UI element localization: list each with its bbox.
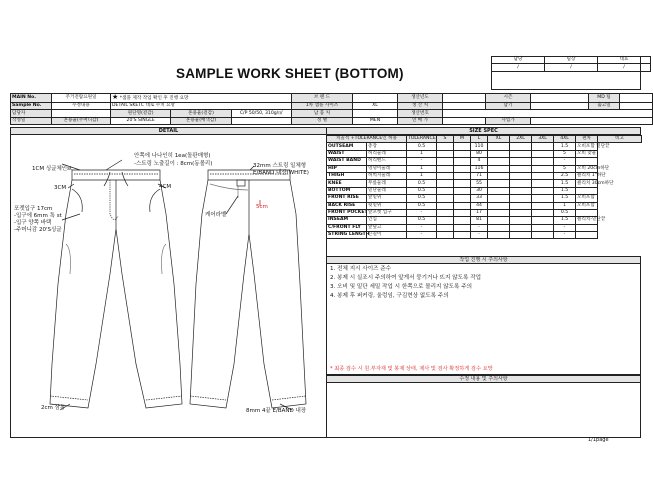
spec-cell: 1.5 — [554, 187, 576, 194]
fabric-contrast-label: 혼용율(배색감) — [171, 117, 231, 124]
business-label: 사업가 — [486, 117, 531, 124]
detail-sketch-note: DETAIL SKETC 대로 수치 요망 — [111, 103, 292, 110]
spec-cell — [437, 224, 454, 231]
size-value: XL — [353, 103, 398, 110]
spec-cell — [510, 217, 532, 224]
annotation-inner-label: 안쪽에 나나인히 1ea(돌판매형) — [134, 153, 211, 159]
spec-cell — [437, 172, 454, 179]
spec-cell — [488, 180, 510, 187]
work-note-3: 3. 오비 및 밑단 세밀 작업 시 한쪽으로 몰리지 않도록 주의 — [330, 284, 472, 290]
spec-cell — [437, 232, 454, 239]
approval-sign-3: / — [598, 64, 651, 71]
main-no-value: 주거전람요원일 — [52, 94, 111, 103]
spec-cell: 110 — [471, 143, 488, 150]
fabric-blend-value: C/P 50/50, 310g/㎡ — [231, 110, 291, 117]
spec-cell: 5 — [554, 150, 576, 157]
spec-cell — [454, 224, 471, 231]
size-label: 1차 샘플 사이즈 — [292, 103, 353, 110]
release-label: 출고일 — [589, 103, 620, 110]
spec-cell: 1.5 — [554, 143, 576, 150]
spec-cell — [454, 195, 471, 202]
spec-cell — [510, 158, 532, 165]
spec-cell — [454, 143, 471, 150]
spec-cell — [437, 195, 454, 202]
spec-cell — [437, 158, 454, 165]
front-waistband — [72, 170, 160, 180]
spec-cell: 총장 — [367, 143, 407, 150]
detail-section-header: DETAIL — [10, 127, 327, 135]
spec-cell — [454, 150, 471, 157]
spec-row — [327, 143, 642, 150]
main-no-label: MAIN No. — [11, 94, 52, 103]
spec-cell — [488, 172, 510, 179]
season-time-label: 시즌 — [486, 94, 531, 103]
spec-cell: - — [407, 209, 437, 216]
fix-notes-area — [326, 382, 641, 438]
spec-cell — [454, 217, 471, 224]
spec-cell: - — [471, 224, 488, 231]
season-value — [443, 94, 486, 103]
spec-cell — [510, 202, 532, 209]
spec-head-deviation: 편차 — [576, 136, 598, 143]
spec-row — [327, 209, 642, 216]
sample-no-label: Sample No. — [11, 103, 52, 110]
approval-col-2: 팀장 — [545, 57, 598, 64]
spec-cell — [437, 150, 454, 157]
spec-row — [327, 150, 642, 157]
spec-row — [327, 202, 642, 209]
spec-cell: BACK RISE — [327, 202, 367, 209]
spec-cell: - — [554, 224, 576, 231]
spec-cell — [454, 187, 471, 194]
spec-cell — [454, 209, 471, 216]
star-icon: ★ — [112, 93, 119, 101]
spec-cell: 뒷밑위 — [367, 202, 407, 209]
annotation-bartack: -입구 양쪽 바택 — [14, 220, 52, 226]
spec-body — [327, 143, 642, 239]
spec-cell: C/FRONT FLY — [327, 224, 367, 231]
spec-cell: INSEAM — [327, 217, 367, 224]
fabric-contrast-value — [231, 117, 291, 124]
spec-cell — [488, 217, 510, 224]
header-info-table — [10, 93, 653, 125]
work-note-2: 2. 봉제 시 실조시 주의하여 앞게서 뭉기거나 뜨지 않도록 작업 — [330, 275, 482, 281]
spec-cell — [488, 195, 510, 202]
page-title: SAMPLE WORK SHEET (BOTTOM) — [176, 66, 404, 81]
spec-cell — [437, 143, 454, 150]
spec-cell: 무릎둘레 — [367, 180, 407, 187]
spec-cell — [488, 187, 510, 194]
fabric-pocket-label: 혼용율(주머니감) — [52, 117, 111, 124]
spec-cell — [532, 202, 554, 209]
spec-cell: 클리치-밑단끝 — [577, 217, 606, 223]
spec-cell: 55 — [471, 180, 488, 187]
spec-head-s: S — [437, 136, 454, 143]
spec-head-point: 치골적 +TOLERANCE인 허용 — [327, 136, 407, 143]
spec-cell — [454, 165, 471, 172]
spec-cell: THIGH — [327, 172, 367, 179]
spec-cell — [437, 202, 454, 209]
spec-head-remark: 비고 — [598, 136, 642, 143]
annotation-hem: 2cm 삼통 — [41, 405, 66, 411]
spec-cell — [576, 209, 598, 216]
spec-cell — [532, 165, 554, 172]
spec-head-4xl: 4XL — [554, 136, 576, 143]
spec-row — [327, 217, 642, 224]
spec-cell — [488, 209, 510, 216]
spec-cell: - — [407, 232, 437, 239]
md-team-value — [620, 94, 653, 103]
spec-cell: 허리둘레 — [367, 150, 407, 157]
spec-cell: 116 — [471, 165, 488, 172]
spec-cell: 44 — [471, 202, 488, 209]
spec-cell — [488, 165, 510, 172]
spec-cell — [532, 209, 554, 216]
spec-cell — [510, 195, 532, 202]
sample-note-text: *샘플 제작 작업 확인 후 진행 요망 — [119, 96, 189, 101]
spec-row — [327, 165, 642, 172]
spec-cell: WAIST BAND — [327, 158, 367, 165]
spec-cell: OUTSEAM — [327, 143, 367, 150]
spec-cell: FRONT RISE — [327, 195, 367, 202]
spec-cell: 밑단둘레 — [367, 187, 407, 194]
spec-cell — [488, 224, 510, 231]
spec-cell: STRING LENGTH — [328, 232, 370, 238]
spec-cell — [437, 187, 454, 194]
spec-cell — [532, 224, 554, 231]
spec-cell — [532, 217, 554, 224]
sample-no-value: 수정내용 — [52, 103, 111, 110]
season-label: 생산년도 — [398, 94, 443, 103]
spec-cell — [437, 209, 454, 216]
spec-cell — [437, 217, 454, 224]
work-note-1: 1. 전체 지시 사이즈 준수 — [330, 266, 392, 272]
spec-cell: 0.5 — [407, 195, 437, 202]
spec-cell: 앞밑위 — [367, 195, 407, 202]
spec-cell: 4 — [471, 158, 488, 165]
spec-cell — [488, 158, 510, 165]
spec-cell — [576, 158, 598, 165]
annotation-pocket-opening: 포켓입구 17cm — [14, 206, 53, 212]
care-label — [237, 180, 245, 186]
spec-cell — [510, 232, 532, 239]
spec-cell: WAIST — [327, 150, 367, 157]
spec-cell: 1.5 — [554, 195, 576, 202]
due-label: 납기 — [486, 103, 531, 110]
spec-row — [327, 187, 642, 194]
spec-cell — [454, 202, 471, 209]
factory-label: 생 산 처 — [398, 103, 443, 110]
gender-value: MEN — [353, 117, 398, 124]
spec-cell — [532, 180, 554, 187]
spec-cell: - — [554, 232, 576, 239]
spec-cell — [576, 224, 598, 231]
spec-cell — [576, 232, 598, 239]
spec-cell — [488, 143, 510, 150]
spec-cell: KNEE — [327, 180, 367, 187]
size-spec-section-header: SIZE SPEC — [326, 127, 641, 135]
spec-cell: 오비포함 — [576, 195, 598, 202]
spec-cell: 1.5 — [554, 217, 576, 224]
spec-cell — [510, 224, 532, 231]
spec-head-2xl: 2XL — [510, 136, 532, 143]
final-inspection-warning: * 최종 검수 시 원.부자재 및 봉제 상태, 제사 및 검사 확정하게 검수 요망 — [330, 366, 493, 372]
spec-cell — [454, 158, 471, 165]
fabric-blend-label: 혼용율(겉감) — [171, 110, 231, 117]
annotation-chain-stitch: 1CM 싱글체인st — [32, 166, 73, 172]
annotation-string-band: 32mm 스트링 일체형 — [253, 163, 307, 169]
factory-value — [443, 103, 486, 110]
fabric-pocket-value: 20'S SINGLE — [111, 117, 171, 124]
spec-cell: 오비 맞물 — [577, 150, 597, 156]
spec-cell: 0.5 — [407, 143, 437, 150]
page-number: 1/1page — [588, 437, 609, 443]
annotation-4cm: 4CM — [159, 184, 172, 190]
annotation-5cm: 5cm — [256, 204, 268, 210]
spec-row — [327, 232, 642, 239]
spec-cell — [454, 180, 471, 187]
spec-row — [327, 172, 642, 179]
spec-cell — [488, 150, 510, 157]
spec-cell: BOTTOM — [327, 187, 367, 194]
spec-cell — [510, 180, 532, 187]
spec-cell: 33 — [471, 195, 488, 202]
spec-cell — [510, 165, 532, 172]
spec-cell: 오비 20cm하단 — [577, 165, 610, 171]
spec-cell: 허벅지둘레 — [367, 172, 407, 179]
spec-cell — [532, 187, 554, 194]
spec-cell: 1 — [407, 165, 437, 172]
spec-cell: 앞덮고 — [367, 224, 407, 231]
gender-label: 성 별 — [292, 117, 353, 124]
spec-cell — [488, 232, 510, 239]
spec-cell: 엉덩이둘레 — [367, 165, 407, 172]
spec-cell — [532, 158, 554, 165]
approval-col-1: 담당 — [492, 57, 545, 64]
spec-cell — [532, 195, 554, 202]
pants-sketch — [10, 134, 327, 438]
spec-cell — [510, 187, 532, 194]
brand-label: 브 랜 드 — [292, 94, 353, 103]
spec-cell — [532, 143, 554, 150]
fix-notes-header: 수정 내용 및 주의사항 — [326, 375, 641, 383]
spec-cell — [488, 202, 510, 209]
season-time-value — [531, 94, 589, 103]
spec-cell — [510, 172, 532, 179]
spec-cell: 0.5 — [407, 187, 437, 194]
year-price-label: 연 매 가 — [398, 117, 443, 124]
spec-cell: 17 — [471, 209, 488, 216]
spec-head-m: M — [454, 136, 471, 143]
spec-cell: 허리밴드 — [367, 158, 407, 165]
spec-cell — [532, 172, 554, 179]
spec-row — [327, 224, 642, 231]
spec-head-xl: XL — [488, 136, 510, 143]
annotation-cuff-band: 8mm 4끝 E/BAND 내장 — [246, 408, 307, 414]
annotation-elastic-band: E/BAND 내장(WHITE) — [253, 170, 309, 176]
spec-cell: 0.5 — [407, 202, 437, 209]
annotation-string-length: -스트링 노출길이 : 8cm(동볼리) — [134, 161, 213, 167]
spec-cell — [576, 187, 598, 194]
work-notes-header: 작업 진행 시 주의사항 — [326, 256, 641, 264]
spec-cell — [532, 150, 554, 157]
deliver-value — [353, 110, 398, 117]
spec-cell: 인심 — [367, 217, 407, 224]
spec-row — [327, 195, 642, 202]
prodnum-value — [443, 110, 653, 117]
work-note-4: 4. 봉제 후 퍼커링, 울렁임, 구김현상 없도록 주의 — [330, 293, 449, 299]
spec-cell — [532, 232, 554, 239]
spec-cell: 30 — [471, 187, 488, 194]
approval-outline — [491, 56, 641, 90]
spec-cell: 81 — [471, 217, 488, 224]
spec-cell: HIP — [327, 165, 367, 172]
spec-head-l: L — [471, 136, 488, 143]
md-team-label: MD 팀 — [589, 94, 620, 103]
spec-cell: 오비포함 — [576, 202, 598, 209]
spec-cell: 오비포함 밑단끝 — [577, 143, 610, 149]
approval-col-3: 대표 — [598, 57, 651, 64]
spec-cell — [510, 209, 532, 216]
spec-row — [327, 180, 642, 187]
spec-cell — [510, 143, 532, 150]
annotation-3cm: 3CM — [54, 185, 67, 191]
due-value — [531, 103, 589, 110]
spec-cell: 1 — [407, 150, 437, 157]
size-spec-table — [326, 135, 642, 239]
spec-head-tolerance: TOLERANCE — [408, 136, 436, 142]
release-value — [620, 103, 653, 110]
spec-cell: 1 — [407, 172, 437, 179]
spec-cell — [454, 172, 471, 179]
year-price-value — [443, 117, 486, 124]
annotation-pocket-stitch: -입구에 6mm 톡 st — [14, 213, 62, 219]
spec-cell: - — [554, 158, 576, 165]
business-value — [531, 117, 653, 124]
spec-cell: FRONT POCKET — [328, 210, 368, 216]
spec-cell: 0.5 — [407, 180, 437, 187]
spec-cell: 끈길이 — [367, 232, 407, 239]
prodnum-label: 생산번호 — [398, 110, 443, 117]
spec-header-row — [327, 136, 642, 143]
manager-label: 담당자 — [11, 110, 52, 117]
approval-sign-1: / — [492, 64, 545, 71]
spec-cell: 1.5 — [554, 180, 576, 187]
manager-value — [52, 110, 111, 117]
spec-cell: - — [407, 224, 437, 231]
spec-row — [327, 158, 642, 165]
spec-cell: 71 — [471, 172, 488, 179]
spec-cell: - — [471, 232, 488, 239]
sample-note — [111, 94, 292, 103]
spec-cell: 0.5 — [554, 209, 576, 216]
spec-head-3xl: 3XL — [532, 136, 554, 143]
annotation-care-label: 케어라벨 — [205, 212, 227, 218]
spec-cell: 0.5 — [407, 217, 437, 224]
approval-sign-2: / — [545, 64, 598, 71]
writer-label: 작성일 — [11, 117, 52, 124]
spec-cell: - — [407, 158, 437, 165]
spec-cell — [454, 232, 471, 239]
spec-cell: 1 — [554, 202, 576, 209]
spec-cell: 80 — [471, 150, 488, 157]
front-view — [50, 170, 182, 408]
fabric-shell-label: 원단명(겉감) — [111, 110, 171, 117]
spec-cell: 클리치 30cm하단 — [577, 180, 614, 186]
deliver-label: 납 품 처 — [292, 110, 353, 117]
spec-cell: 5 — [554, 165, 576, 172]
spec-cell: 2.5 — [554, 172, 576, 179]
spec-cell — [510, 150, 532, 157]
spec-cell — [437, 180, 454, 187]
spec-cell: 앞포켓 입구 — [367, 209, 407, 216]
spec-cell — [437, 165, 454, 172]
brand-value — [353, 94, 398, 103]
spec-cell: 클리치 1"하단 — [577, 173, 606, 179]
annotation-pocket-fabric: -주머니감 20'S싱글 — [14, 227, 62, 233]
back-view — [190, 170, 306, 408]
